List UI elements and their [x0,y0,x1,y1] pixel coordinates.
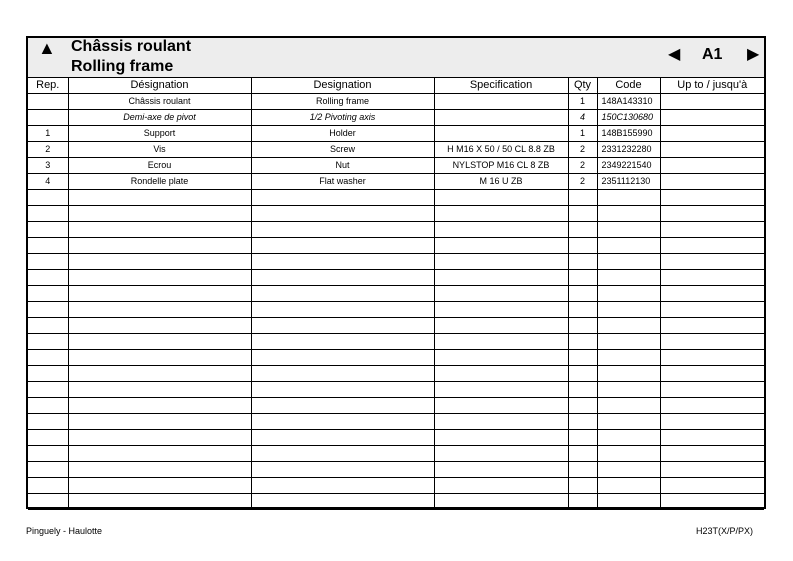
cell-qty [568,397,597,413]
cell-rep [28,93,68,109]
cell-code [597,317,660,333]
cell-up-to [660,333,764,349]
cell-designation-en [251,365,434,381]
cell-designation-en: Rolling frame [251,93,434,109]
table-row [28,109,764,125]
cell-rep [28,333,68,349]
cell-specification [434,493,568,509]
cell-designation-fr: Demi-axe de pivot [68,109,251,125]
cell-rep [28,397,68,413]
col-header-up-to: Up to / jusqu'à [660,78,764,93]
cell-up-to [660,397,764,413]
cell-qty: 1 [568,93,597,109]
title-english: Rolling frame [71,58,174,75]
col-header-code: Code [597,78,660,93]
cell-up-to [660,189,764,205]
cell-designation-fr [68,253,251,269]
cell-code: 2349221540 [597,157,660,173]
cell-qty [568,493,597,509]
cell-code [597,445,660,461]
cell-specification [434,429,568,445]
cell-qty [568,237,597,253]
table-row [28,349,764,365]
cell-designation-en [251,285,434,301]
previous-page-icon[interactable]: ◀ [668,46,681,63]
cell-specification [434,125,568,141]
cell-rep [28,285,68,301]
cell-code [597,253,660,269]
cell-designation-fr [68,269,251,285]
cell-rep [28,205,68,221]
table-row [28,461,764,477]
cell-designation-fr [68,445,251,461]
cell-specification [434,301,568,317]
cell-qty: 1 [568,125,597,141]
cell-code [597,397,660,413]
cell-designation-en [251,429,434,445]
cell-designation-fr [68,333,251,349]
table-row [28,157,764,173]
cell-specification [434,189,568,205]
cell-designation-en [251,301,434,317]
cell-designation-fr [68,429,251,445]
table-row [28,317,764,333]
cell-qty [568,253,597,269]
footer-model: H23T(X/P/PX) [696,526,754,536]
cell-designation-en [251,477,434,493]
cell-code [597,237,660,253]
cell-up-to [660,157,764,173]
cell-designation-fr: Châssis roulant [68,93,251,109]
cell-rep [28,477,68,493]
col-header-rep: Rep. [28,78,68,93]
col-header-designation-fr: Désignation [68,78,251,93]
table-row [28,413,764,429]
cell-code [597,189,660,205]
cell-up-to [660,253,764,269]
cell-qty: 2 [568,173,597,189]
table-row [28,253,764,269]
cell-up-to [660,477,764,493]
cell-designation-en [251,461,434,477]
up-arrow-icon[interactable]: ▲ [38,38,56,58]
cell-rep [28,349,68,365]
table-row [28,365,764,381]
cell-designation-en [251,189,434,205]
cell-qty [568,365,597,381]
table-row [28,269,764,285]
table-row [28,429,764,445]
cell-specification [434,333,568,349]
cell-designation-fr [68,189,251,205]
cell-qty [568,301,597,317]
cell-qty [568,413,597,429]
table-row [28,333,764,349]
cell-qty [568,269,597,285]
cell-qty [568,285,597,301]
cell-designation-en [251,237,434,253]
table-row [28,93,764,109]
cell-specification [434,285,568,301]
cell-designation-fr [68,285,251,301]
cell-designation-en [251,333,434,349]
cell-designation-en [251,221,434,237]
cell-rep [28,429,68,445]
cell-code: 148B155990 [597,125,660,141]
cell-specification [434,109,568,125]
cell-designation-fr: Support [68,125,251,141]
cell-up-to [660,237,764,253]
cell-qty [568,333,597,349]
cell-code: 148A143310 [597,93,660,109]
cell-specification: NYLSTOP M16 CL 8 ZB [434,157,568,173]
cell-code [597,269,660,285]
cell-rep: 4 [28,173,68,189]
cell-code: 2331232280 [597,141,660,157]
cell-rep [28,445,68,461]
cell-specification [434,445,568,461]
cell-specification [434,349,568,365]
cell-designation-en: Flat washer [251,173,434,189]
cell-designation-fr [68,397,251,413]
table-header-row [28,78,764,93]
cell-rep: 1 [28,125,68,141]
cell-specification: M 16 U ZB [434,173,568,189]
cell-rep [28,253,68,269]
next-page-icon[interactable]: ▶ [747,46,760,63]
cell-specification [434,93,568,109]
cell-rep [28,365,68,381]
cell-code [597,477,660,493]
table-row [28,285,764,301]
cell-designation-fr [68,301,251,317]
cell-up-to [660,173,764,189]
cell-code [597,413,660,429]
cell-up-to [660,285,764,301]
cell-up-to [660,461,764,477]
parts-sheet [26,36,766,509]
cell-designation-fr [68,493,251,509]
cell-code [597,429,660,445]
cell-designation-fr [68,461,251,477]
table-row [28,381,764,397]
cell-designation-en: 1/2 Pivoting axis [251,109,434,125]
cell-designation-en [251,317,434,333]
cell-designation-en [251,253,434,269]
cell-code [597,461,660,477]
cell-designation-fr: Ecrou [68,157,251,173]
cell-code [597,349,660,365]
cell-designation-fr [68,413,251,429]
cell-qty [568,349,597,365]
table-row [28,301,764,317]
cell-designation-en: Nut [251,157,434,173]
cell-designation-fr [68,477,251,493]
cell-designation-fr [68,317,251,333]
cell-designation-en [251,413,434,429]
cell-up-to [660,125,764,141]
cell-up-to [660,381,764,397]
col-header-specification: Specification [434,78,568,93]
cell-up-to [660,413,764,429]
cell-specification [434,317,568,333]
cell-rep [28,413,68,429]
cell-up-to [660,269,764,285]
cell-qty: 4 [568,109,597,125]
cell-qty: 2 [568,141,597,157]
cell-designation-fr [68,365,251,381]
table-row [28,205,764,221]
cell-qty [568,461,597,477]
cell-rep [28,221,68,237]
cell-designation-en [251,381,434,397]
cell-designation-fr: Rondelle plate [68,173,251,189]
cell-up-to [660,429,764,445]
cell-up-to [660,109,764,125]
cell-up-to [660,93,764,109]
cell-designation-en [251,269,434,285]
cell-up-to [660,205,764,221]
cell-up-to [660,349,764,365]
cell-code [597,493,660,509]
table-row [28,237,764,253]
cell-rep [28,237,68,253]
cell-rep [28,301,68,317]
cell-designation-en [251,493,434,509]
cell-code [597,365,660,381]
cell-qty [568,381,597,397]
cell-code [597,381,660,397]
table-row [28,493,764,509]
cell-code [597,221,660,237]
cell-qty [568,317,597,333]
cell-designation-fr [68,381,251,397]
cell-qty [568,205,597,221]
cell-rep: 3 [28,157,68,173]
cell-rep [28,109,68,125]
cell-designation-fr [68,205,251,221]
cell-specification [434,413,568,429]
cell-specification [434,477,568,493]
footer-company: Pinguely - Haulotte [26,526,103,536]
cell-rep [28,317,68,333]
cell-qty [568,445,597,461]
cell-designation-en [251,397,434,413]
parts-table [28,78,764,510]
cell-designation-fr [68,221,251,237]
cell-rep [28,461,68,477]
cell-specification [434,397,568,413]
table-row [28,445,764,461]
page-label: A1 [702,46,723,63]
cell-qty [568,429,597,445]
cell-specification [434,269,568,285]
cell-specification: H M16 X 50 / 50 CL 8.8 ZB [434,141,568,157]
cell-specification [434,365,568,381]
cell-designation-fr [68,349,251,365]
cell-qty: 2 [568,157,597,173]
table-row [28,477,764,493]
cell-up-to [660,493,764,509]
cell-code [597,333,660,349]
table-row [28,141,764,157]
cell-designation-en [251,445,434,461]
cell-up-to [660,445,764,461]
cell-up-to [660,221,764,237]
cell-specification [434,253,568,269]
cell-specification [434,205,568,221]
cell-code: 150C130680 [597,109,660,125]
cell-qty [568,189,597,205]
cell-designation-en [251,349,434,365]
cell-specification [434,221,568,237]
table-row [28,173,764,189]
cell-code [597,205,660,221]
table-row [28,189,764,205]
cell-code [597,301,660,317]
cell-specification [434,237,568,253]
cell-up-to [660,301,764,317]
cell-designation-en [251,205,434,221]
cell-rep [28,381,68,397]
cell-rep [28,269,68,285]
cell-rep: 2 [28,141,68,157]
cell-designation-en: Holder [251,125,434,141]
cell-qty [568,221,597,237]
cell-up-to [660,317,764,333]
cell-designation-fr: Vis [68,141,251,157]
sheet-header [28,38,764,78]
table-row [28,397,764,413]
cell-designation-en: Screw [251,141,434,157]
table-row [28,125,764,141]
cell-rep [28,493,68,509]
cell-rep [28,189,68,205]
cell-code: 2351112130 [597,173,660,189]
col-header-designation-en: Designation [251,78,434,93]
cell-specification [434,461,568,477]
cell-designation-fr [68,237,251,253]
cell-up-to [660,141,764,157]
cell-qty [568,477,597,493]
cell-code [597,285,660,301]
table-row [28,221,764,237]
title-french: Châssis roulant [71,38,192,55]
cell-specification [434,381,568,397]
cell-up-to [660,365,764,381]
col-header-qty: Qty [568,78,597,93]
